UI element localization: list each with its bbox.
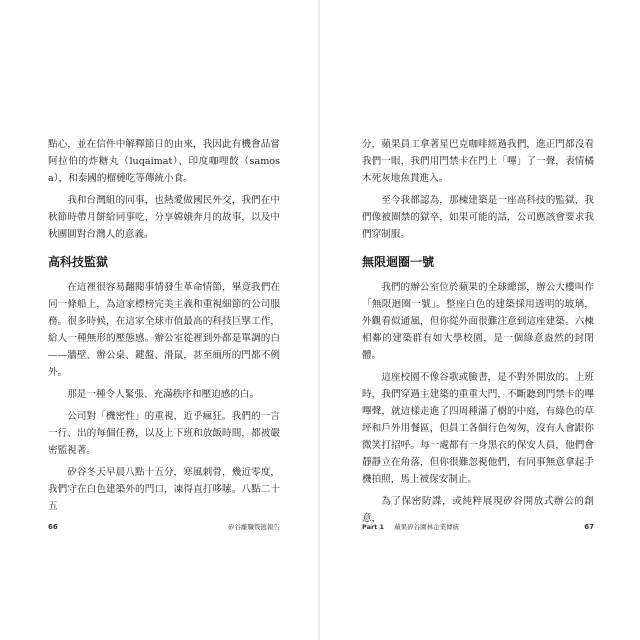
part-label: Part 1	[362, 522, 385, 531]
paragraph: 我和台灣組的同事，也熱愛做國民外交，我們在中秋節時帶月餅給同事吃，分享嫦娥奔月的故事，以及中秋團圓對台灣人的意義。	[48, 195, 280, 240]
paragraph: 至今我都認為，那棟建築是一座高科技的監獄，我們像被圈禁的獄卒，如果可能的話，公司應該會要求我們穿制服。	[362, 195, 594, 240]
running-title: 蘋果矽谷園林企業傳統	[394, 523, 460, 531]
paragraph: 這座校園不像谷歌或臉書，是不對外開放的。上班時，我們穿過主建築的重重大門，不斷聽到門禁卡的嗶嗶聲，就這樣走進了四周種滿了樹的中庭，有綠色的草坪和戶外用餐區，但員工各個行色匆匆，沒有人會跟你微笑打招呼。每一處都有一身黑衣的保安人員，他們會靜靜立在角落，但你很難忽視他們，有同事無意拿起手機拍照，馬上被保安制止。	[362, 372, 594, 485]
page-number: 67	[584, 522, 594, 531]
paragraph: 為了保密防諜，或純粹展現矽谷開放式辦公的創意，	[362, 496, 594, 524]
left-page-text	[48, 136, 280, 520]
running-title: 矽谷離職叛逃報告	[228, 523, 280, 531]
paragraph: 那是一種令人緊張、充滿秩序和壓迫感的白。	[67, 389, 260, 400]
paragraph: 點心，並在信件中解釋節日的由來，我因此有機會品嘗阿拉伯的炸糖丸（luqaimat）、印度咖哩餃（samosa），和泰國的榴槤吃等傳統小食。	[48, 139, 280, 184]
paragraph: 分，蘋果員工拿著星巴克咖啡經過我們，進正門都沒看我們一眼，我們用門禁卡在門上「嗶」了一聲，表情橘木死灰地魚貫進入。	[362, 139, 594, 184]
section-heading: 高科技監獄	[48, 255, 109, 269]
right-page-text	[362, 136, 594, 532]
paragraph: 在這裡很容易翻閱事情發生革命情節，畢竟我們在同一條船上，為這家標榜完美主義和重視細節的公司服務。很多時候，在這家全球市值最高的科技巨擘工作，給人一種無形的壓態感。辦公室從裡到外都是單調的白——牆壁、辦公桌、鍵盤、滑鼠，甚至廁所的門都不例外。	[48, 282, 280, 378]
section-heading: 無限迴圈一號	[362, 255, 435, 269]
paragraph: 矽谷冬天早晨八點十五分，寒風刺骨，幾近零度，我們守在白色建築外的門口，凍得直打哆嗦。八點二十五	[48, 467, 280, 512]
page-number: 66	[48, 522, 58, 531]
left-page-footer	[48, 522, 280, 531]
right-page	[320, 0, 640, 640]
paragraph: 我們的辦公室位於蘋果的全球總部，辦公大樓叫作「無限迴圈一號」。整座白色的建築採用透明的玻璃，外觀看似通風，但你從外面很難注意到這座建築。六棟相鄰的建築群有如大學校園，是一個綠意盎然的封閉體。	[362, 282, 594, 361]
paragraph: 公司對「機密性」的重視，近乎瘋狂。我們的一言一行、出的每個任務，以及上下班和放飯時間，都被嚴密監視著。	[48, 411, 280, 456]
right-page-footer	[362, 522, 594, 531]
